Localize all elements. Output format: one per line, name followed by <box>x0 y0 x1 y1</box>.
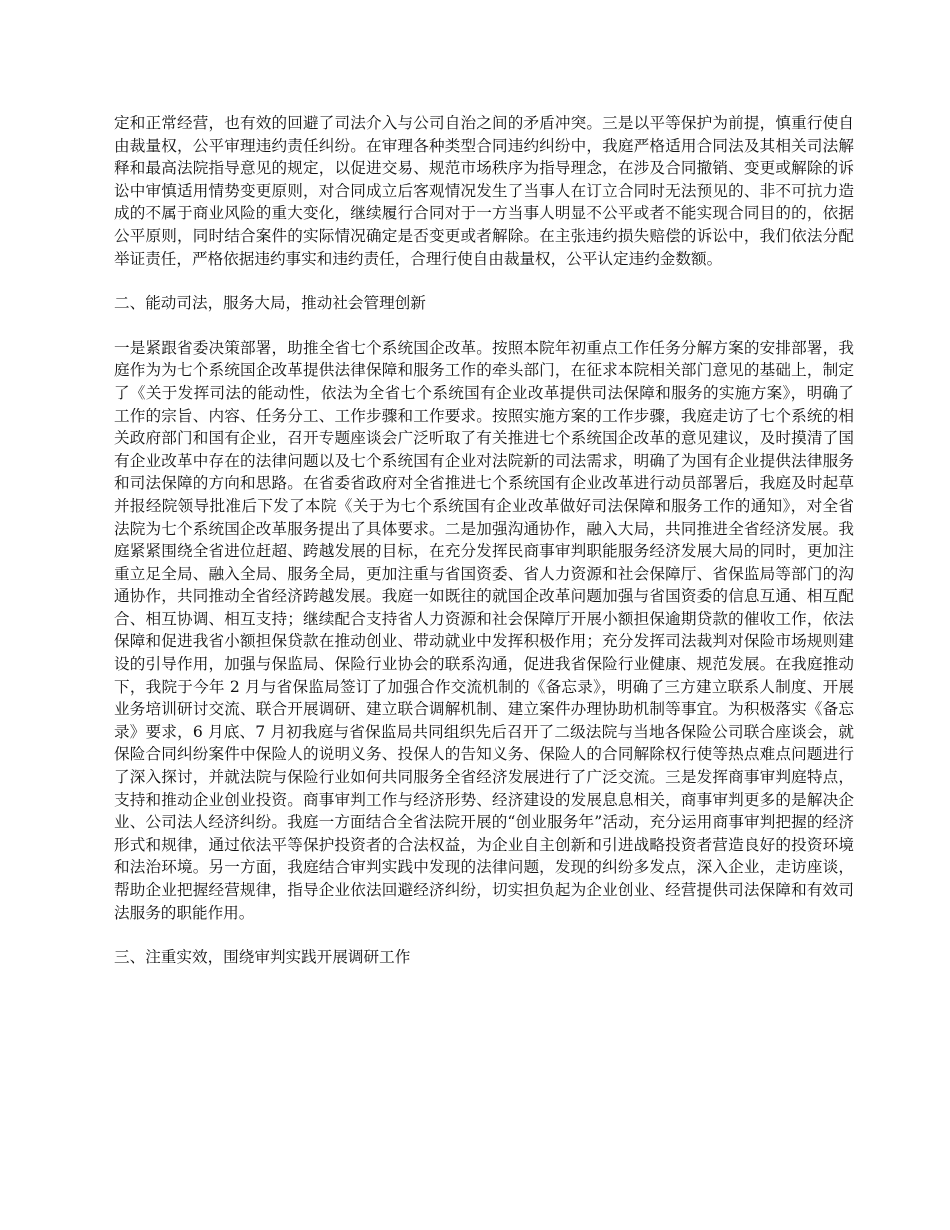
section-heading-3: 三、注重实效，围绕审判实践开展调研工作 <box>114 948 411 967</box>
document-page <box>114 112 854 991</box>
section-heading-2: 二、能动司法，服务大局，推动社会管理创新 <box>114 294 426 313</box>
paragraph-intro: 定和正常经营，也有效的回避了司法介入与公司自治之间的矛盾冲突。三是以平等保护为前提，慎重行使自由裁量权，公平审理违约责任纠纷。在审理各种类型合同违约纠纷中，我庭严格适用合同法及其相关司法解释和最高法院指导意见的规定，以促进交易、规范市场秩序为指导理念，在涉及合同撤销、变更或解除的诉讼中审慎适用情势变更原则，对合同成立后客观情况发生了当事人在订立合同时无法预见的、非不可抗力造成的不属于商业风险的重大变化，继续履行合同对于一方当事人明显不公平或者不能实现合同目的的，依据公平原则，同时结合案件的实际情况确定是否变更或者解除。在主张违约损失赔偿的诉讼中，我们依法分配举证责任，严格依据违约事实和违约责任，合理行使自由裁量权，公平认定违约金数额。 <box>114 114 854 268</box>
paragraph-section-2: 一是紧跟省委决策部署，助推全省七个系统国企改革。按照本院年初重点工作任务分解方案的安排部署，我庭作为为七个系统国企改革提供法律保障和服务工作的牵头部门，在征求本院相关部门意见的基础上，制定了《关于发挥司法的能动性，依法为全省七个系统国有企业改革提供司法保障和服务的实施方案》，明确了工作的宗旨、内容、任务分工、工作步骤和工作要求。按照实施方案的工作步骤，我庭走访了七个系统的相关政府部门和国有企业，召开专题座谈会广泛听取了有关推进七个系统国企改革的意见建议，及时摸清了国有企业改革中存在的法律问题以及七个系统国有企业对法院新的司法需求，明确了为国有企业提供法律服务和司法保障的方向和思路。在省委省政府对全省推进七个系统国有企业改革进行动员部署后，我庭及时起草并报经院领导批准后下发了本院《关于为七个系统国有企业改革做好司法保障和服务工作的通知》，对全省法院为七个系统国企改革服务提出了具体要求。二是加强沟通协作，融入大局，共同推进全省经济发展。我庭紧紧围绕全省进位赶超、跨越发展的目标，在充分发挥民商事审判职能服务经济发展大局的同时，更加注重立足全局、融入全局、服务全局，更加注重与省国资委、省人力资源和社会保障厅、省保监局等部门的沟通协作，共同推动全省经济跨越发展。我庭一如既往的就国企改革问题加强与省国资委的信息互通、相互配合、相互协调、相互支持；继续配合支持省人力资源和社会保障厅开展小额担保逾期贷款的催收工作，依法保障和促进我省小额担保贷款在推动创业、带动就业中发挥积极作用；充分发挥司法裁判对保险市场规则建设的引导作用，加强与保监局、保险行业协会的联系沟通，促进我省保险行业健康、规范发展。在我庭推动下，我院于今年 2 月与省保监局签订了加强合作交流机制的《备忘录》，明确了三方建立联系人制度、开展业务培训研讨交流、联合开展调研、建立联合调解机制、建立案件办理协助机制等事宜。为积极落实《备忘录》要求，6 月底、7 月初我庭与省保监局共同组织先后召开了二级法院与当地各保险公司联合座谈会，就保险合同纠纷案件中保险人的说明义务、投保人的告知义务、保险人的合同解除权行使等热点难点问题进行了深入探讨，并就法院与保险行业如何共同服务全省经济发展进行了广泛交流。三是发挥商事审判庭特点，支持和推动企业创业投资。商事审判工作与经济形势、经济建设的发展息息相关，商事审判更多的是解决企业、公司法人经济纠纷。我庭一方面结合全省法院开展的“创业服务年”活动，充分运用商事审判把握的经济形式和规律，通过依法平等保护投资者的合法权益，为企业自主创新和引进战略投资者营造良好的投资环境和法治环境。另一方面，我庭结合审判实践中发现的法律问题，发现的纠纷多发点，深入企业，走访座谈，帮助企业把握经营规律，指导企业依法回避经济纠纷，切实担负起为企业创业、经营提供司法保障和有效司法服务的职能作用。 <box>114 338 854 922</box>
